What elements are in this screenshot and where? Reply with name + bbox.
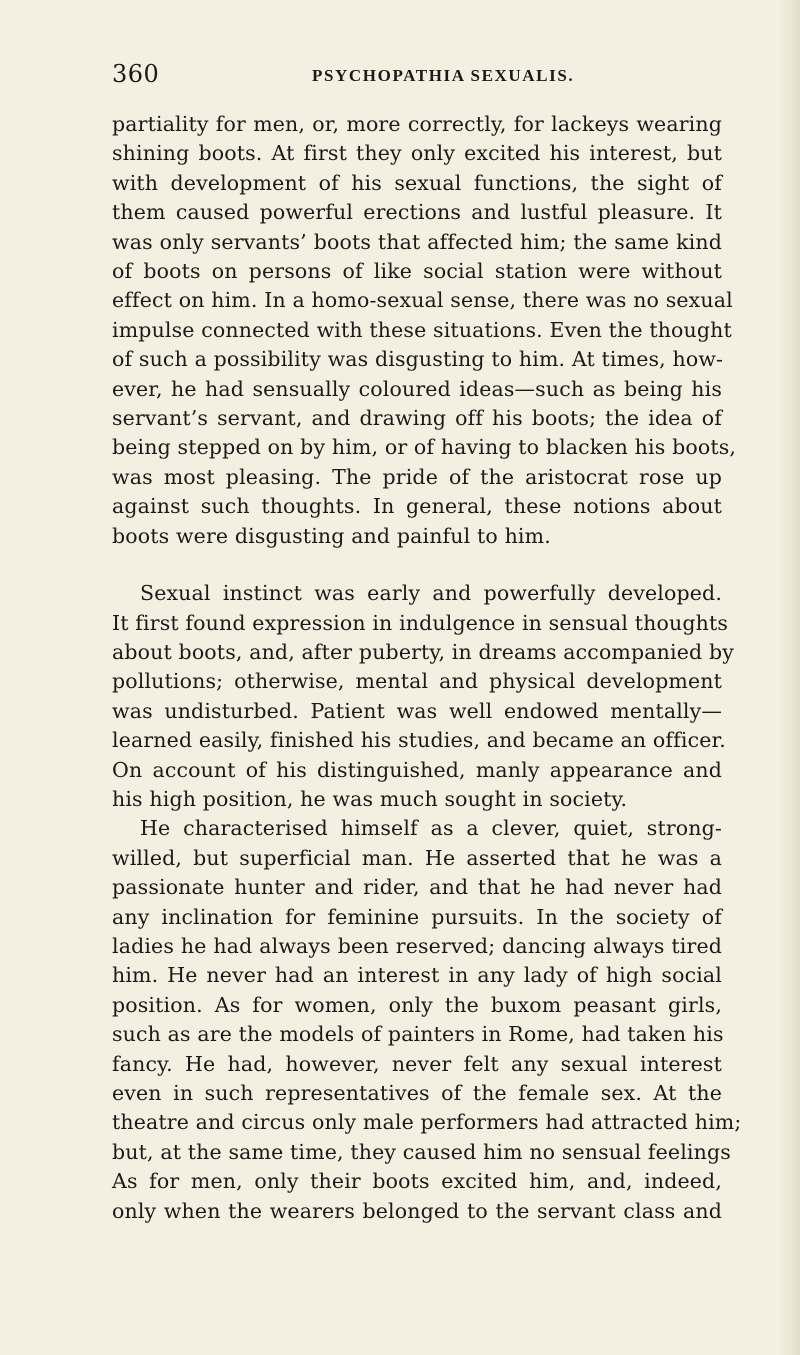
text-line: willed, but superficial man. He asserted that he was a	[112, 845, 722, 870]
text-line: theatre and circus only male performers had attracted him;	[112, 1110, 742, 1135]
text-line: ever, he had sensually coloured ideas—such as being his	[112, 376, 722, 401]
text-line: Sexual instinct was early and powerfully developed.	[140, 581, 722, 606]
text-line: was undisturbed. Patient was well endowed mentally—	[112, 698, 722, 723]
text-line: even in such representatives of the female sex. At the	[112, 1081, 722, 1105]
text-line: such as are the models of painters in Rome, had taken his	[112, 1022, 724, 1047]
text-line: of boots on persons of like social station were without	[112, 259, 722, 284]
page-number: 360	[112, 60, 160, 88]
text-line: about boots, and, after puberty, in dreams accompanied by	[112, 639, 734, 664]
text-line: being stepped on by him, or of having to blacken his boots,	[112, 435, 737, 460]
text-line: learned easily, finished his studies, and became an officer.	[112, 728, 726, 753]
text-line: As for men, only their boots excited him, and, indeed,	[112, 1169, 722, 1194]
text-line: of such a possibility was disgusting to him. At times, how-	[112, 347, 724, 372]
page-header	[112, 60, 707, 92]
text-line: impulse connected with these situations. Even the thought	[112, 317, 732, 342]
text-line: shining boots. At first they only excited his interest, but	[112, 141, 722, 166]
text-line: partiality for men, or, more correctly, for lackeys wearing	[112, 112, 722, 136]
text-line: It first found expression in indulgence in sensual thoughts	[112, 610, 729, 635]
text-line: effect on him. In a homo-sexual sense, there was no sexual	[112, 288, 733, 313]
text-line: him. He never had an interest in any lady of high social	[112, 963, 722, 988]
text-line: with development of his sexual functions, the sight of	[112, 170, 722, 195]
text-line: his high position, he was much sought in society.	[112, 786, 628, 811]
text-line: passionate hunter and rider, and that he had never had	[112, 875, 722, 900]
text-line: them caused powerful erections and lustful pleasure. It	[112, 200, 722, 225]
text-line: was only servants’ boots that affected him; the same kind	[112, 229, 722, 254]
text-line: ladies he had always been reserved; dancing always tired	[112, 933, 722, 958]
body-text	[112, 110, 742, 1226]
page-edge-shadow	[778, 0, 800, 1355]
text-line: only when the wearers belonged to the servant class and	[112, 1198, 722, 1223]
text-line: position. As for women, only the buxom peasant girls,	[112, 992, 722, 1017]
paragraph-gap	[112, 551, 722, 579]
text-line: but, at the same time, they caused him no sensual feelings	[112, 1139, 731, 1164]
text-line: boots were disgusting and painful to him.	[112, 523, 551, 548]
paragraph	[112, 110, 737, 551]
text-line: On account of his distinguished, manly appearance and	[112, 757, 722, 782]
text-line: fancy. He had, however, never felt any sexual interest	[112, 1051, 722, 1076]
text-line: pollutions; otherwise, mental and physical development	[112, 669, 722, 694]
text-line: was most pleasing. The pride of the aristocrat rose up	[112, 464, 722, 489]
running-head: PSYCHOPATHIA SEXUALIS.	[312, 66, 575, 85]
paragraph	[112, 814, 742, 1226]
text-line: any inclination for feminine pursuits. In the society of	[112, 904, 722, 929]
text-line: against such thoughts. In general, these notions about	[112, 494, 722, 519]
text-line: servant’s servant, and drawing off his boots; the idea of	[112, 406, 722, 431]
paragraph	[112, 579, 734, 814]
text-line: He characterised himself as a clever, quiet, strong-	[140, 816, 722, 841]
